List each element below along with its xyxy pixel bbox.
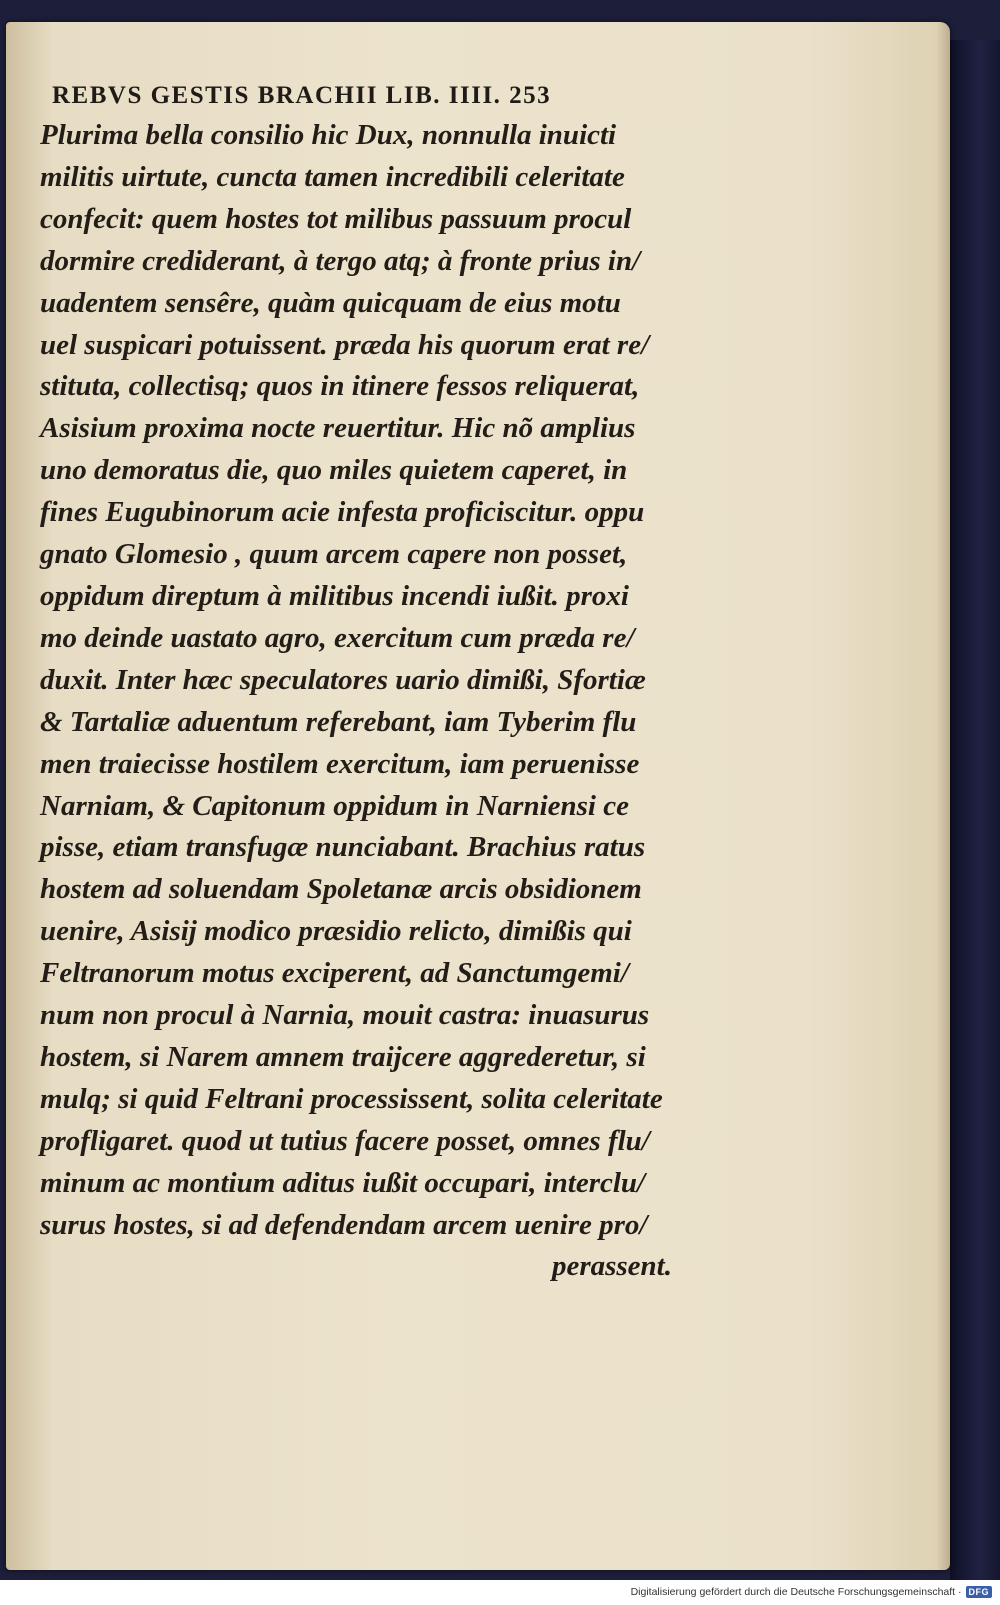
text-line: uel suspicari potuissent. præda his quorum erat re/ [40,328,650,361]
text-line: oppidum direptum à militibus incendi iußit. proxi [40,579,629,612]
text-line: men traiecisse hostilem exercitum, iam peruenisse [40,747,640,780]
book-edge [950,40,1000,1580]
text-line: Narniam, & Capitonum oppidum in Narniensi ce [40,789,629,822]
footer-text: Digitalisierung gefördert durch die Deutsche Forschungsgemeinschaft · [630,1586,962,1598]
text-line: perassent. [551,1250,672,1283]
text-line: minum ac montium aditus iußit occupari, interclu/ [40,1166,646,1199]
text-line: num non procul à Narnia, mouit castra: inuasurus [40,999,650,1032]
text-line: hostem ad soluendam Spoletanæ arcis obsidionem [40,873,642,906]
text-line: Asisium proxima nocte reuertitur. Hic nõ amplius [40,412,636,445]
text-line: uenire, Asisij modico præsidio relicto, dimißis qui [40,915,632,948]
text-line: dormire crediderant, à tergo atq; à fronte prius in/ [40,244,641,277]
dfg-logo-icon: DFG [966,1586,993,1598]
text-block [40,115,680,1288]
text-line: fines Eugubinorum acie infesta proficiscitur. oppu [40,496,645,529]
text-line: mulq; si quid Feltrani processissent, solita celeritate [40,1082,663,1115]
text-line: mo deinde uastato agro, exercitum cum præda re/ [40,621,635,654]
running-head: REBVS GESTIS BRACHII LIB. IIII. 253 [52,82,552,109]
text-line: pisse, etiam transfugæ nunciabant. Brachius ratus [40,831,646,864]
text-line: hostem, si Narem amnem traijcere aggrederetur, si [40,1040,646,1073]
text-line: uadentem sensêre, quàm quicquam de eius motu [40,286,621,319]
text-line: profligaret. quod ut tutius facere posset, omnes flu/ [40,1124,650,1157]
text-line: Plurima bella consilio hic Dux, nonnulla inuicti [40,119,617,151]
text-line: surus hostes, si ad defendendam arcem uenire pro/ [40,1208,648,1241]
text-line: uno demoratus die, quo miles quietem caperet, in [40,454,628,487]
text-line: gnato Glomesio , quum arcem capere non posset, [40,538,628,571]
text-line: & Tartaliæ aduentum referebant, iam Tyberim flu [40,705,637,738]
text-line: confecit: quem hostes tot milibus passuum procul [40,202,632,235]
text-line: stituta, collectisq; quos in itinere fessos reliquerat, [40,370,640,403]
footer-credit [631,1586,992,1598]
text-line: duxit. Inter hæc speculatores uario dimißi, Sfortiæ [40,663,646,696]
text-line: militis uirtute, cuncta tamen incredibili celeritate [40,160,625,193]
text-line: Feltranorum motus exciperent, ad Sanctumgemi/ [40,957,629,990]
